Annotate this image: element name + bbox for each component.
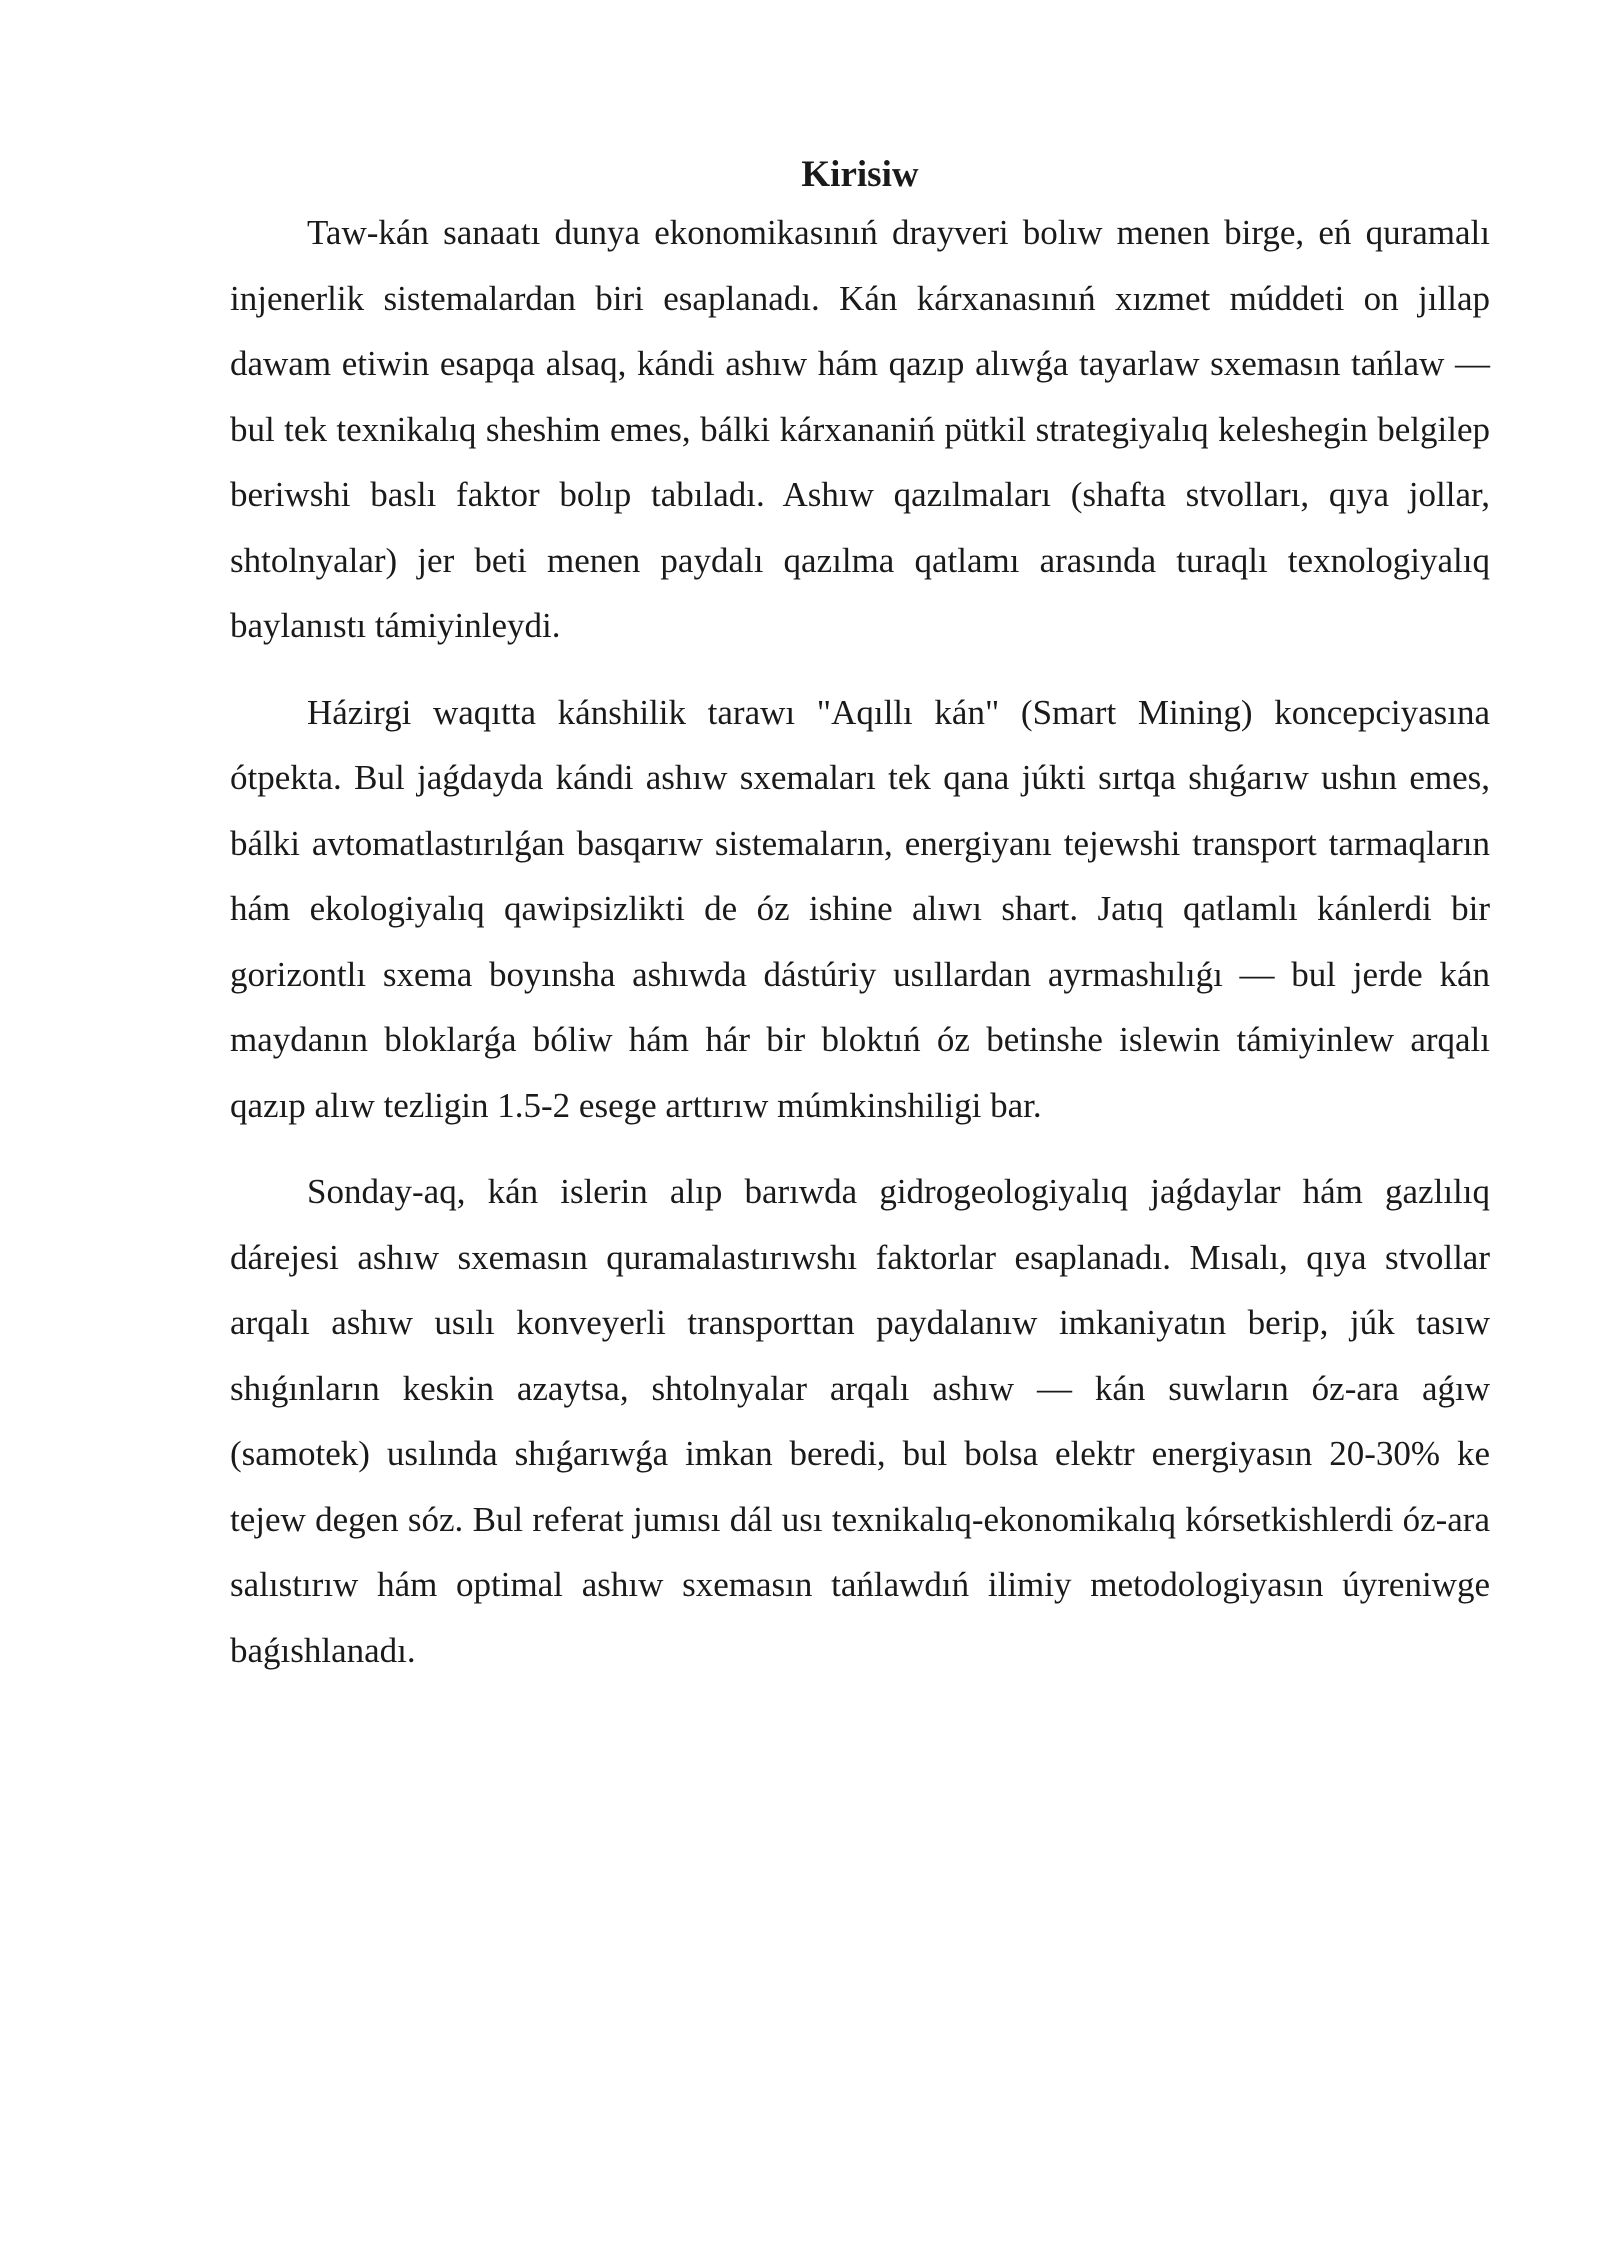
paragraph-smart-mining: Házirgi waqıtta kánshilik tarawı "Aqıllı kán" (Smart Mining) koncepciyasına ótpekta. Bul jaǵdayda kándi ashıw sxemaları tek qana júkti sırtqa shıǵarıw ushın emes, bálki avtomatlastırılǵan basqarıw sistemaların, energiyanı tejewshi transport tarmaqların hám ekologiyalıq qawipsizlikti de óz ishine alıwı shart. Jatıq qatlamlı kánlerdi bir gorizontlı sxema boyınsha ashıwda dástúriy usıllardan ayrmashılıǵı — bul jerde kán maydanın bloklarǵa bóliw hám hár bir bloktıń óz betinshe islewin támiyinlew arqalı qazıp alıw tezligin 1.5-2 esege arttırıw múmkinshiligi bar.: [230, 692, 1490, 1125]
page-content: [230, 150, 1490, 1683]
paragraph-intro: Taw-kán sanaatı dunya ekonomikasınıń drayveri bolıw menen birge, eń quramalı injenerlik sistemalardan biri esaplanadı. Kán kárxanasınıń xızmet múddeti on jıllap dawam etiwin esapqa alsaq, kándi ashıw hám qazıp alıwǵa tayarlaw sxemasın tańlaw — bul tek texnikalıq sheshim emes, bálki kárxananiń pütkil strategiyalıq keleshegin belgilep beriwshi baslı faktor bolıp tabıladı. Ashıw qazılmaları (shafta stvolları, qıya jollar, shtolnyalar) jer beti menen paydalı qazılma qatlamı arasında turaqlı texnologiyalıq baylanıstı támiyinleydi.: [230, 213, 1490, 645]
page-title: Kirisiw: [801, 154, 919, 195]
paragraph-conclusion: Sonday-aq, kán islerin alıp barıwda gidrogeologiyalıq jaǵdaylar hám gazlılıq dárejesi ashıw sxemasın quramalastırıwshı faktorlar esaplanadı. Mısalı, qıya stvollar arqalı ashıw usılı konveyerli transporttan paydalanıw imkaniyatın berip, júk tasıw shıǵınların keskin azaytsa, shtolnyalar arqalı ashıw — kán suwların óz-ara aǵıw (samotek) usılında shıǵarıwǵa imkan beredi, bul bolsa elektr energiyasın 20-30% ke tejew degen sóz. Bul referat jumısı dál usı texnikalıq-ekonomikalıq kórsetkishlerdi óz-ara salıstırıw hám optimal ashıw sxemasın tańlawdıń ilimiy metodologiyasın úyreniwge baǵıshlanadı.: [230, 1172, 1490, 1670]
